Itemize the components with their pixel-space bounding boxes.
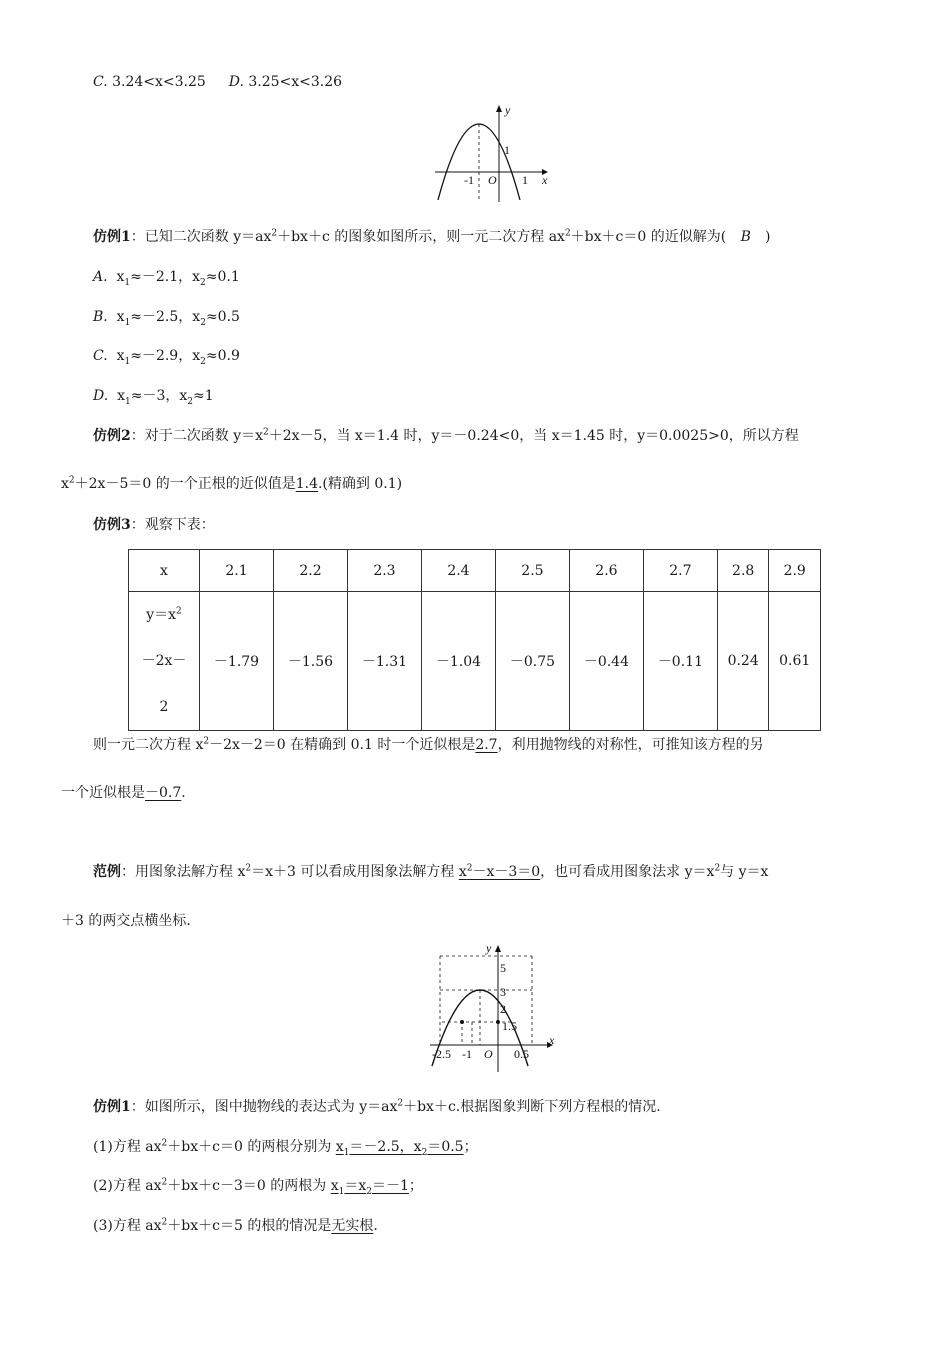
option-d-text: 3.25<x<3.26	[248, 74, 343, 90]
val: ≈0.1	[205, 269, 240, 285]
ex4-q3-end: .	[373, 1218, 378, 1234]
parabola-graph-1	[430, 100, 555, 205]
fan-line2	[61, 911, 191, 931]
ex4-q2-end: ；	[408, 1178, 423, 1194]
row-label-line	[129, 592, 199, 638]
var: x	[179, 388, 188, 404]
ex1-q-mid2: ＋bx＋c＝0 的近似解为(	[570, 229, 727, 245]
ex3-label: 仿例3	[93, 517, 131, 533]
ex4-q1-mid: ＋bx＋c＝0 的两根分别为	[167, 1139, 332, 1155]
value-cell: －1.56	[273, 592, 347, 731]
sub: 1	[125, 396, 131, 407]
var: x	[192, 348, 201, 364]
var: x	[117, 388, 125, 404]
sup: 2	[176, 606, 182, 617]
point-marker	[496, 1020, 500, 1024]
origin-label: O	[488, 173, 497, 187]
ex3-conc1-end: ，利用抛物线的对称性，可推知该方程的另	[497, 737, 764, 753]
ex4-q3-pre: (3)方程 ax	[93, 1218, 162, 1234]
table-header-row	[129, 550, 821, 592]
ex4-q1-end: ；	[463, 1139, 478, 1155]
ex4-q1-answer	[335, 1139, 464, 1158]
value-cell: －0.44	[569, 592, 643, 731]
header-cell: 2.7	[643, 550, 717, 592]
option-label: A.	[93, 269, 108, 285]
val: ≈－2.5，	[130, 309, 193, 325]
fan-l1-pre: ：用图象法解方程 x	[121, 864, 246, 880]
option-c-label: C.	[93, 74, 108, 90]
header-cell: 2.9	[769, 550, 821, 592]
fan-l2: ＋3 的两交点横坐标.	[61, 913, 191, 929]
ex3-conc2-end: .	[181, 785, 186, 801]
ex4-intro	[93, 1097, 661, 1117]
value-cell: 0.61	[769, 592, 821, 731]
ex3-intro	[93, 515, 215, 535]
val: ≈1	[193, 388, 214, 404]
ex4-q3-mid: ＋bx＋c＝5 的根的情况是	[167, 1218, 332, 1234]
header-cell: 2.1	[200, 550, 274, 592]
tick-neg2-5: -2.5	[432, 1047, 451, 1061]
ex1-q-pre: ：已知二次函数 y＝ax	[130, 229, 272, 245]
tick-1-5: 1.5	[502, 1019, 517, 1033]
val: ≈－3，	[130, 388, 180, 404]
ex3-conclusion-2	[61, 783, 186, 803]
ex4-q2	[93, 1176, 423, 1196]
tick-0-5: 0.5	[514, 1047, 529, 1061]
value-cell: 0.24	[717, 592, 769, 731]
sup: 2	[203, 736, 210, 747]
sup: 2	[271, 228, 278, 239]
fan-line1	[93, 862, 768, 882]
header-cell: 2.2	[273, 550, 347, 592]
ex4-intro-pre: ：如图所示，图中抛物线的表达式为 y＝ax	[130, 1099, 398, 1115]
ex1-option-b	[93, 307, 240, 327]
ans-part: ＝－1	[371, 1178, 409, 1194]
var: x	[116, 269, 125, 285]
ex4-q2-answer	[330, 1178, 409, 1197]
ans-part: ＝0.5	[427, 1139, 464, 1155]
row-label-line: 2	[159, 699, 169, 715]
var: x	[192, 309, 201, 325]
sub: 2	[200, 317, 206, 328]
option-c-text: 3.24<x<3.25	[112, 74, 206, 90]
ex4-q3	[93, 1216, 378, 1236]
ex2-line2-mid: ＋2x－5＝0 的一个正根的近似值是	[74, 476, 296, 492]
x-axis-label: x	[549, 1033, 555, 1047]
option-d-label: D.	[228, 74, 244, 90]
ex1-q-end: )	[764, 229, 771, 245]
origin-label: O	[484, 1047, 493, 1061]
ex4-label: 仿例1	[93, 1099, 131, 1115]
fan-l1-mid: ＝x＋3 可以看成用图象法解方程	[251, 864, 455, 880]
table-row	[129, 592, 821, 731]
tick-y1: 1	[504, 143, 510, 157]
val: ≈0.9	[205, 348, 240, 364]
ex4-intro-post: ＋bx＋c.根据图象判断下列方程根的情况.	[403, 1099, 661, 1115]
ans-part: x	[335, 1139, 344, 1155]
sup: 2	[161, 1217, 168, 1228]
ex3-intro-text: ：观察下表：	[130, 517, 215, 533]
fan-answer	[459, 864, 540, 880]
ex4-q1	[93, 1137, 478, 1157]
y-axis-arrow	[495, 945, 501, 952]
ex2-answer: 1.4	[295, 476, 318, 492]
ex1-label: 仿例1	[93, 229, 131, 245]
ex2-line1-post: ＋2x－5，当 x＝1.4 时，y＝－0.24<0，当 x＝1.45 时，y＝0.0025>0，所以方程	[268, 428, 799, 444]
point-marker	[460, 1020, 464, 1024]
sub: 1	[124, 317, 131, 328]
ex4-q2-mid: ＋bx＋c－3＝0 的两根为	[167, 1178, 327, 1194]
sup: 2	[564, 228, 571, 239]
fan-l1-mid2: ，也可看成用图象法求 y＝x	[540, 864, 715, 880]
var: x	[116, 309, 125, 325]
sub: 2	[421, 1147, 428, 1158]
ex4-q2-pre: (2)方程 ax	[93, 1178, 162, 1194]
option-label: B.	[93, 309, 108, 325]
value-cell: －1.79	[200, 592, 274, 731]
sup: 2	[397, 1098, 404, 1109]
sub: 2	[366, 1186, 372, 1197]
sup: 2	[714, 863, 721, 874]
header-cell: 2.4	[421, 550, 495, 592]
option-label: D.	[93, 388, 109, 404]
fan-ans-pre: x	[458, 864, 467, 880]
ex4-q1-pre: (1)方程 ax	[93, 1139, 162, 1155]
ex1-q-mid1: ＋bx＋c 的图象如图所示，则一元二次方程 ax	[277, 229, 565, 245]
ex3-answer-2: －0.7	[145, 785, 182, 801]
ans-part: ＝x	[344, 1178, 367, 1194]
var: x	[116, 348, 125, 364]
ex3-answer-1: 2.7	[475, 737, 498, 753]
ex2-line1-pre: ：对于二次函数 y＝x	[130, 428, 264, 444]
header-cell: 2.6	[569, 550, 643, 592]
sub: 2	[200, 356, 206, 367]
sup: 2	[263, 427, 269, 438]
fan-l1-end: 与 y＝x	[720, 864, 769, 880]
value-cell: －0.11	[643, 592, 717, 731]
option-label: C.	[93, 348, 108, 364]
row-label-cell	[129, 592, 200, 731]
value-cell: －1.04	[421, 592, 495, 731]
sub: 2	[200, 277, 206, 288]
sub: 2	[187, 396, 194, 407]
fan-ans-post: －x－3＝0	[472, 864, 541, 880]
ex2-label: 仿例2	[93, 428, 131, 444]
tick-3: 3	[500, 985, 506, 999]
top-options	[93, 72, 342, 92]
header-cell: 2.3	[347, 550, 421, 592]
sub: 1	[124, 356, 131, 367]
sup: 2	[161, 1138, 168, 1149]
ex1-option-d	[93, 386, 214, 406]
ex2-line2-pre: x	[61, 476, 69, 492]
x-axis-label: x	[542, 173, 548, 187]
ex3-conc1-mid: －2x－2＝0 在精确到 0.1 时一个近似根是	[209, 737, 476, 753]
ex1-option-a	[93, 267, 240, 287]
y-axis-label: y	[505, 103, 511, 117]
tick-neg1: -1	[464, 173, 474, 187]
ex1-option-c	[93, 346, 240, 366]
sub: 1	[124, 277, 131, 288]
ex2-line2	[61, 474, 402, 494]
ex3-conc2-pre: 一个近似根是	[61, 785, 145, 801]
value-table	[128, 549, 821, 731]
tick-neg1: -1	[462, 1047, 472, 1061]
val: ≈－2.1，	[130, 269, 193, 285]
tick-2: 2	[500, 1002, 506, 1016]
header-cell: 2.8	[717, 550, 769, 592]
val: ≈－2.9，	[130, 348, 193, 364]
row-label-line: －2x－	[141, 653, 187, 669]
y-axis-arrow	[496, 105, 502, 112]
ans-part: ＝－2.5，x	[349, 1139, 422, 1155]
ex1-question	[93, 227, 770, 247]
tick-pos1: 1	[522, 173, 528, 187]
header-cell: 2.5	[495, 550, 569, 592]
val: ≈0.5	[205, 309, 240, 325]
ans-part: x	[330, 1178, 339, 1194]
value-cell: －0.75	[495, 592, 569, 731]
ex3-conc1-pre: 则一元二次方程 x	[93, 737, 204, 753]
ex2-line2-end: .(精确到 0.1)	[317, 476, 403, 492]
sub: 1	[343, 1147, 350, 1158]
sup: 2	[466, 863, 473, 874]
ex3-conclusion-1	[93, 735, 764, 755]
header-cell: x	[129, 550, 200, 592]
parabola-graph-2	[422, 942, 567, 1077]
ex4-q3-answer: 无实根	[331, 1218, 374, 1234]
sup: 2	[161, 1177, 168, 1188]
value-cell: －1.31	[347, 592, 421, 731]
sup: 2	[68, 475, 75, 486]
var: x	[192, 269, 201, 285]
sup: 2	[245, 863, 252, 874]
fan-label: 范例	[93, 864, 121, 880]
y-axis-label: y	[486, 941, 492, 955]
ex1-answer: B	[740, 229, 751, 245]
ex2-line1	[93, 426, 799, 446]
row-label-part: y＝x	[146, 607, 177, 623]
tick-5: 5	[500, 961, 506, 975]
sub: 1	[338, 1186, 345, 1197]
